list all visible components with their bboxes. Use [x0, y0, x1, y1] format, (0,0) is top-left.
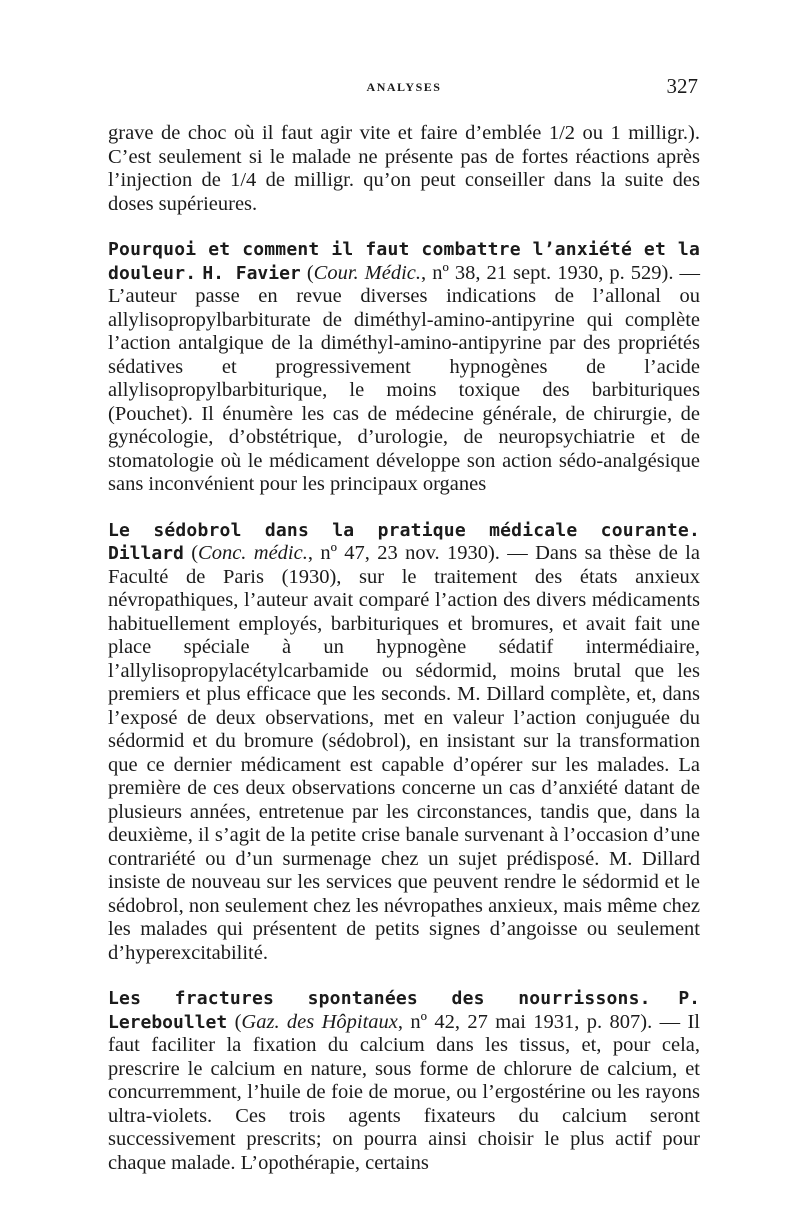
article-body: — Dans sa thèse de la Faculté de Paris (1930), sur le traitement des états anxieux névropathiques, l’auteur avait comparé l’action des divers médicaments habituellement employés, barbituriques et bromures, et avait fait une place spéciale à un hypnogène sédatif intermédiaire, l’allylisopropylacétylcarbamide ou sédormid, moins brutal que les premiers et plus efficace que les seconds. M. Dillard complète, et, dans l’exposé de deux observations, met en valeur l’action conjuguée du sédormid et du bromure (sédobrol), en insistant sur la transformation que ce dernier médicament est capable d’opérer sur les malades. La première de ces deux observations concerne un cas d’anxiété datant de plusieurs années, entretenue par les circonstances, tandis que, dans la deuxième, il s’agit de la petite crise banale survenant à l’occasion d’une contrariété ou d’un surmenage chez un sujet prédisposé. M. Dillard insiste de nouveau sur les services que peuvent rendre le sédormid et le sédobrol, non seulement chez les névropathes anxieux, mais même chez les malades qui présentent de petits signes d’angoisse ou seulement d’hyperexcitabilité.	[108, 542, 700, 964]
article-author: H. Favier	[202, 262, 301, 284]
citation-details: , nº 42, 27 mai 1931, p. 807).	[397, 1010, 653, 1033]
article-body: — L’auteur passe en revue diverses indications de l’allonal ou allylisopropylbarbiturate de diméthyl-amino-antipyrine qui complète l’action antalgique de la diméthyl-amino-antipyrine par des propriétés sédatives et progressivement hypnogènes de l’acide allylisopropylbarbiturique, le moins toxique des barbituriques (Pouchet). Il énumère les cas de médecine générale, de chirurgie, de gynécologie, d’obstétrique, d’urologie, de neuropsychiatrie et de stomatologie où le médicament développe son action sédo-analgésique sans inconvénient pour les principaux organes	[108, 261, 700, 495]
article-title: Les fractures spontanées des nourrissons.	[108, 988, 651, 1009]
running-head	[108, 74, 700, 102]
citation-open: (	[227, 1010, 242, 1033]
page-number: 327	[666, 74, 698, 98]
journal-name: Conc. médic.	[198, 542, 308, 564]
continued-text: grave de choc où il faut agir vite et faire d’emblée 1/2 ou 1 milligr.). C’est seulement si le malade ne présente pas de fortes réactions après l’injection de 1/4 de milligr. qu’on peut conseiller dans la suite des doses supérieures.	[108, 122, 700, 215]
journal-page	[108, 74, 700, 1197]
article-dillard	[108, 519, 700, 966]
citation-open: (	[183, 542, 199, 564]
continued-paragraph	[108, 122, 700, 216]
article-title: Le sédobrol dans la pratique médicale courante.	[108, 519, 700, 541]
citation-details: , nº 38, 21 sept. 1930, p. 529).	[421, 261, 674, 284]
journal-name: Cour. Médic.	[313, 261, 422, 284]
article-title: Pourquoi et comment il faut combattre l’anxiété et la douleur.	[108, 239, 700, 284]
running-title: ANALYSES	[366, 80, 442, 94]
article-body: — Il faut faciliter la fixation du calcium dans les tissus, et, pour cela, prescrire le calcium en nature, sous forme de chlorure de calcium, et concurremment, l’huile de foie de morue, ou l’ergostérine ou les rayons ultra-violets. Ces trois agents fixateurs du calcium seront successivement prescrits; on pourra ainsi choisir le plus actif pour chaque malade. L’opothérapie, certains	[108, 1010, 700, 1174]
citation-open: (	[300, 261, 314, 284]
article-favier	[108, 238, 700, 497]
article-lereboullet	[108, 987, 700, 1175]
journal-name: Gaz. des Hôpitaux	[241, 1010, 398, 1033]
citation-details: , nº 47, 23 nov. 1930).	[307, 542, 500, 564]
article-author: P. Lereboullet	[108, 988, 701, 1033]
article-author: Dillard	[108, 543, 184, 564]
